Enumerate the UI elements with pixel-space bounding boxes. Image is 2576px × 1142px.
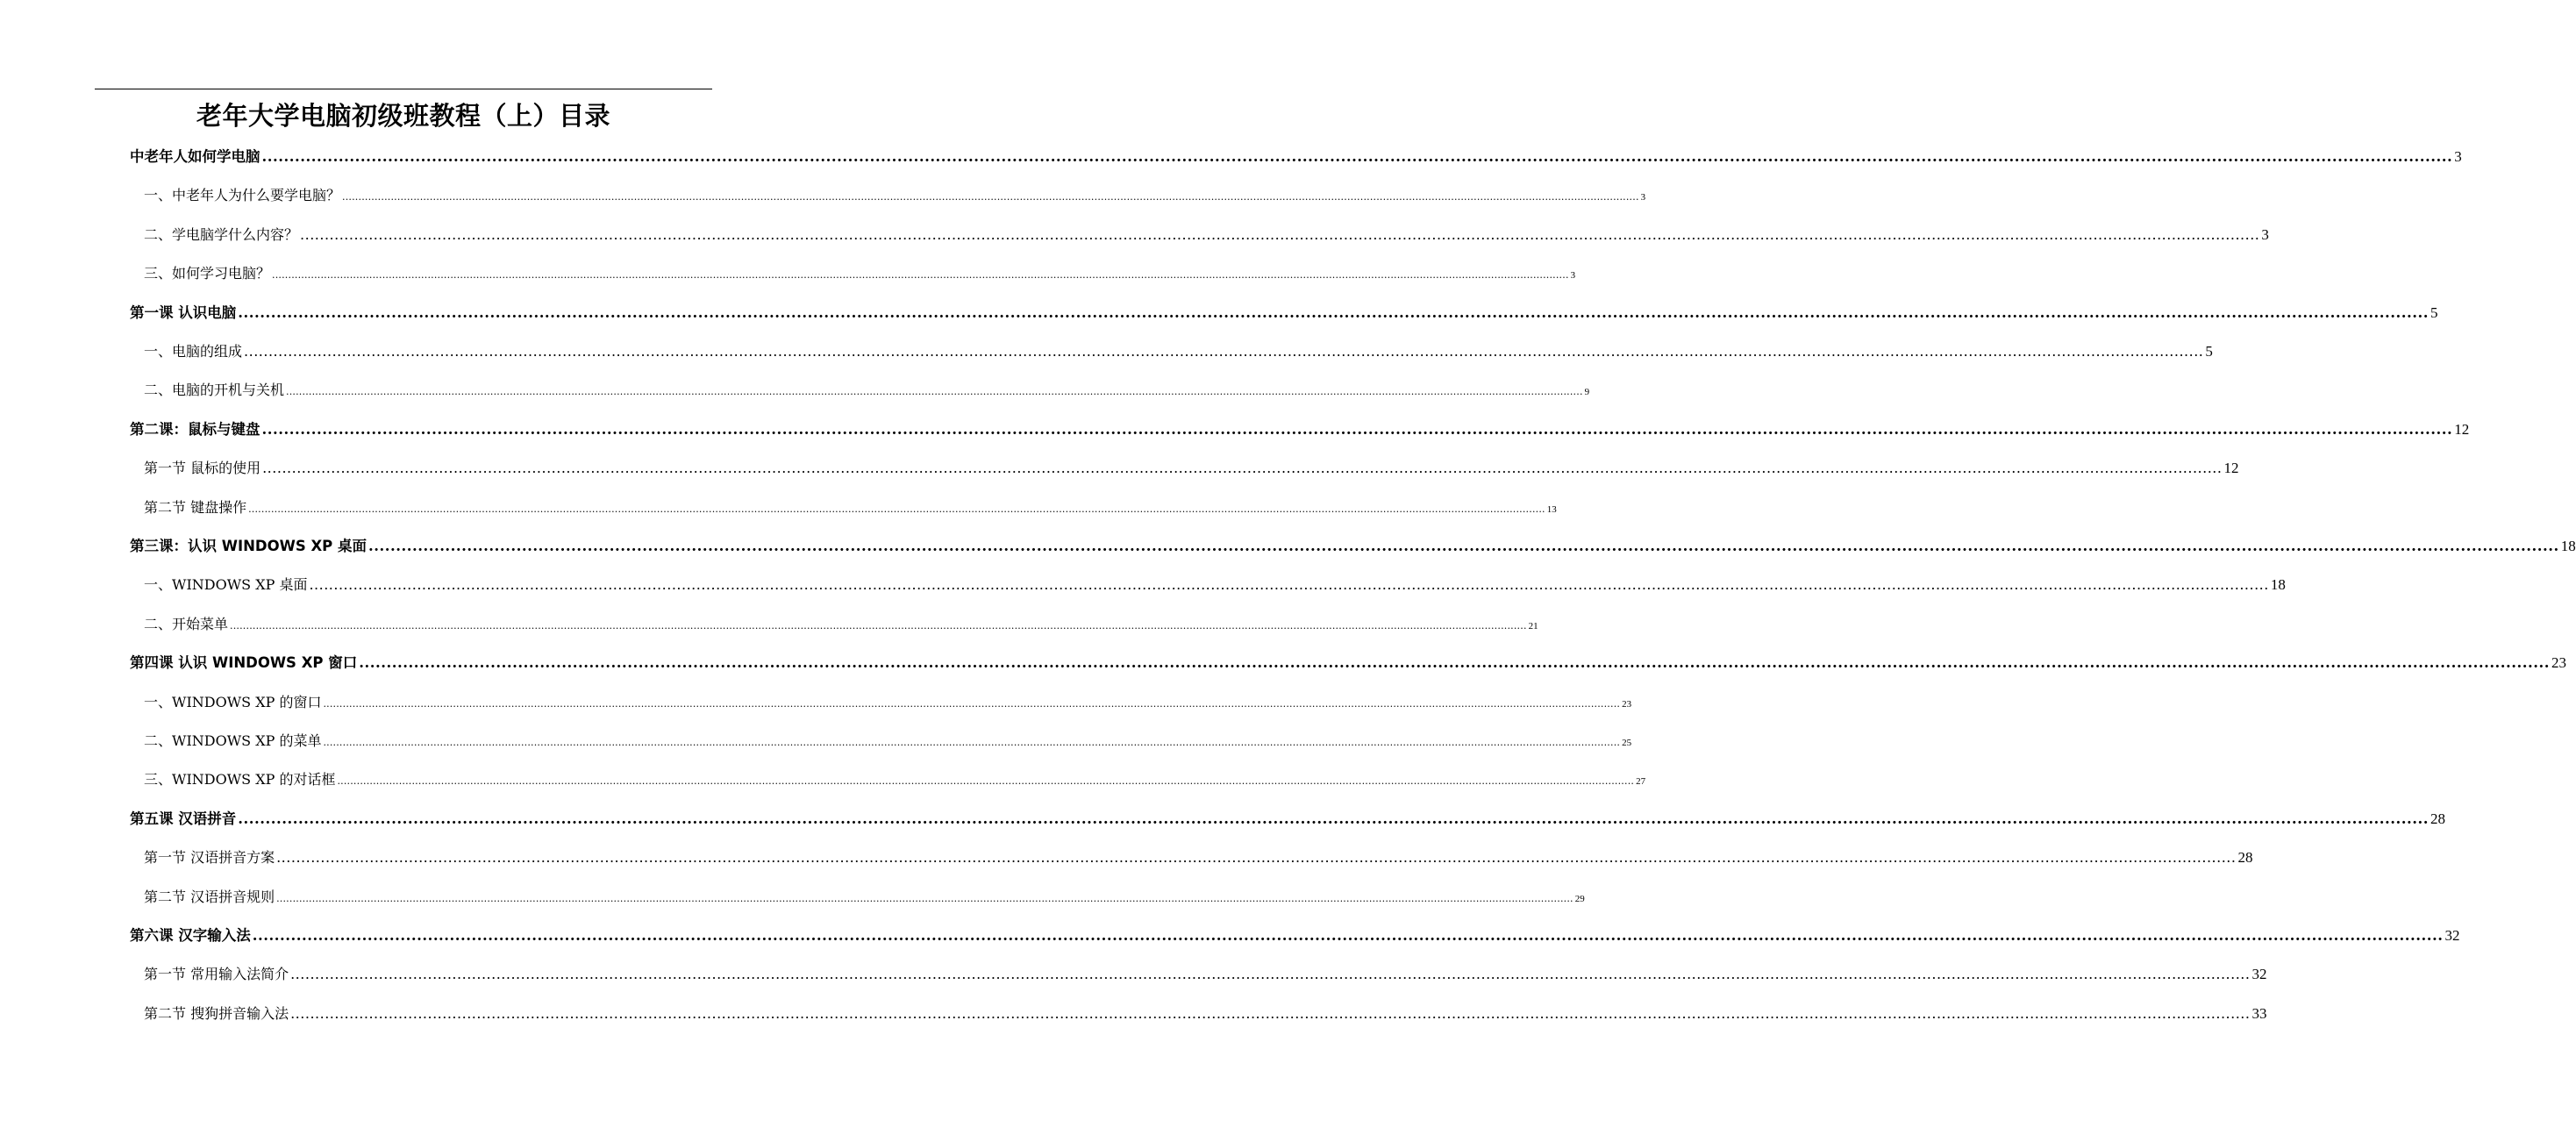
toc-chapter-entry[interactable] xyxy=(130,303,2438,324)
toc-chapter-entry[interactable] xyxy=(130,809,2446,830)
toc-leader-dots: ................................................................................................................................................................................................................................................................................................................................................................................................................ xyxy=(261,148,2453,165)
toc-entry-label: 一、电脑的组成 xyxy=(144,343,243,360)
toc-section-entry[interactable] xyxy=(144,497,1557,518)
toc-leader-dots: ................................................................................................................................................................................................................................................................................................................................................................................................................ xyxy=(252,927,2444,944)
toc-section-entry[interactable] xyxy=(144,964,2267,985)
toc-section-entry[interactable] xyxy=(144,341,2213,362)
toc-leader-dots: ................................................................................................................................................................................................................................................................................................................................................................................................................ xyxy=(342,191,1639,203)
toc-entry-label: 二、学电脑学什么内容？ xyxy=(144,226,299,243)
toc-section-entry[interactable] xyxy=(144,225,2269,246)
toc-leader-dots: ................................................................................................................................................................................................................................................................................................................................................................................................................ xyxy=(290,966,2251,982)
toc-section-entry[interactable] xyxy=(144,380,1590,401)
toc-entry-label: 一、WINDOWS XP 的窗口 xyxy=(144,694,322,710)
toc-entry-label: 二、WINDOWS XP 的菜单 xyxy=(144,732,322,749)
toc-leader-dots: ................................................................................................................................................................................................................................................................................................................................................................................................................ xyxy=(286,386,1583,397)
toc-section-entry[interactable] xyxy=(144,575,2286,596)
toc-leader-dots: ................................................................................................................................................................................................................................................................................................................................................................................................................ xyxy=(323,698,1621,710)
toc-page-number: 3 xyxy=(2454,148,2462,165)
toc-page-number: 5 xyxy=(2430,304,2438,321)
toc-page-number: 32 xyxy=(2251,966,2267,982)
toc-entry-label: 第六课 汉字输入法 xyxy=(130,927,251,944)
toc-leader-dots: ................................................................................................................................................................................................................................................................................................................................................................................................................ xyxy=(238,810,2430,827)
toc-section-entry[interactable] xyxy=(144,731,1632,752)
toc-page-number: 9 xyxy=(1584,387,1590,397)
toc-page-number: 3 xyxy=(2261,226,2269,243)
toc-entry-label: 第二节 汉语拼音规则 xyxy=(144,889,275,905)
toc-section-entry[interactable] xyxy=(144,847,2253,868)
toc-section-entry[interactable] xyxy=(144,263,1576,284)
toc-page-number: 3 xyxy=(1570,270,1576,281)
toc-entry-label: 第一节 常用输入法简介 xyxy=(144,966,289,982)
toc-entry-label: 二、开始菜单 xyxy=(144,616,229,632)
toc-page-number: 27 xyxy=(1636,776,1646,787)
toc-entry-label: 第一节 鼠标的使用 xyxy=(144,460,261,476)
toc-leader-dots: ................................................................................................................................................................................................................................................................................................................................................................................................................ xyxy=(359,654,2551,671)
toc-entry-label: 一、WINDOWS XP 桌面 xyxy=(144,576,308,593)
toc-leader-dots: ................................................................................................................................................................................................................................................................................................................................................................................................................ xyxy=(261,421,2453,438)
toc-page-number: 5 xyxy=(2205,343,2213,360)
toc-leader-dots: ................................................................................................................................................................................................................................................................................................................................................................................................................ xyxy=(272,269,1569,281)
toc-page-number: 28 xyxy=(2430,810,2446,827)
toc-leader-dots: ................................................................................................................................................................................................................................................................................................................................................................................................................ xyxy=(230,620,1527,632)
toc-leader-dots: ................................................................................................................................................................................................................................................................................................................................................................................................................ xyxy=(276,893,1573,904)
toc-section-entry[interactable] xyxy=(144,692,1632,713)
toc-entry-label: 第一课 认识电脑 xyxy=(130,304,237,321)
toc-chapter-entry[interactable] xyxy=(130,536,2576,557)
toc-leader-dots: ................................................................................................................................................................................................................................................................................................................................................................................................................ xyxy=(309,576,2269,593)
toc-page-number: 28 xyxy=(2237,849,2253,866)
toc-page-number: 25 xyxy=(1622,738,1632,748)
toc-chapter-entry[interactable] xyxy=(130,653,2567,674)
toc-leader-dots: ................................................................................................................................................................................................................................................................................................................................................................................................................ xyxy=(238,304,2430,321)
toc-leader-dots: ................................................................................................................................................................................................................................................................................................................................................................................................................ xyxy=(290,1005,2251,1022)
toc-entry-label: 第二节 搜狗拼音输入法 xyxy=(144,1005,289,1022)
page-title: 老年大学电脑初级班教程（上）目录 xyxy=(196,101,610,131)
toc-leader-dots: ................................................................................................................................................................................................................................................................................................................................................................................................................ xyxy=(300,226,2260,243)
toc-entry-label: 第二课：鼠标与键盘 xyxy=(130,421,260,438)
toc-section-entry[interactable] xyxy=(144,769,1646,790)
toc-page-number: 12 xyxy=(2223,460,2239,476)
toc-page-number: 21 xyxy=(1528,621,1538,632)
toc-leader-dots: ................................................................................................................................................................................................................................................................................................................................................................................................................ xyxy=(368,538,2559,554)
toc-entry-label: 第四课 认识 WINDOWS XP 窗口 xyxy=(130,654,358,671)
toc-section-entry[interactable] xyxy=(144,185,1646,206)
toc-leader-dots: ................................................................................................................................................................................................................................................................................................................................................................................................................ xyxy=(244,343,2204,360)
toc-section-entry[interactable] xyxy=(144,887,1585,908)
toc-entry-label: 三、如何学习电脑？ xyxy=(144,265,271,282)
toc-page-number: 23 xyxy=(2551,654,2567,671)
toc-entry-label: 第一节 汉语拼音方案 xyxy=(144,849,275,866)
toc-entry-label: 第二节 键盘操作 xyxy=(144,499,247,516)
toc-entry-label: 三、WINDOWS XP 的对话框 xyxy=(144,771,336,788)
toc-entry-label: 第三课：认识 WINDOWS XP 桌面 xyxy=(130,538,367,554)
toc-leader-dots: ................................................................................................................................................................................................................................................................................................................................................................................................................ xyxy=(337,775,1635,787)
toc-section-entry[interactable] xyxy=(144,614,1538,635)
toc-leader-dots: ................................................................................................................................................................................................................................................................................................................................................................................................................ xyxy=(276,849,2237,866)
toc-page-number: 18 xyxy=(2560,538,2576,554)
toc-entry-label: 中老年人如何学电脑 xyxy=(130,148,260,165)
toc-chapter-entry[interactable] xyxy=(130,419,2470,440)
toc-page-number: 23 xyxy=(1622,699,1632,710)
toc-section-entry[interactable] xyxy=(144,1003,2267,1024)
toc-page-number: 33 xyxy=(2251,1005,2267,1022)
toc-leader-dots: ................................................................................................................................................................................................................................................................................................................................................................................................................ xyxy=(262,460,2223,476)
toc-leader-dots: ................................................................................................................................................................................................................................................................................................................................................................................................................ xyxy=(248,503,1545,515)
toc-entry-label: 第五课 汉语拼音 xyxy=(130,810,237,827)
toc-page-number: 3 xyxy=(1640,192,1646,203)
toc-section-entry[interactable] xyxy=(144,458,2239,479)
toc-page-number: 12 xyxy=(2454,421,2470,438)
toc-page-number: 18 xyxy=(2270,576,2286,593)
toc-page-number: 32 xyxy=(2444,927,2460,944)
toc-leader-dots: ................................................................................................................................................................................................................................................................................................................................................................................................................ xyxy=(323,737,1621,748)
toc-chapter-entry[interactable] xyxy=(130,925,2460,946)
toc-chapter-entry[interactable] xyxy=(130,146,2462,168)
toc-entry-label: 一、中老年人为什么要学电脑？ xyxy=(144,187,341,203)
toc-page-number: 29 xyxy=(1574,894,1585,904)
toc-entry-label: 二、电脑的开机与关机 xyxy=(144,382,285,398)
toc-page-number: 13 xyxy=(1546,504,1557,515)
